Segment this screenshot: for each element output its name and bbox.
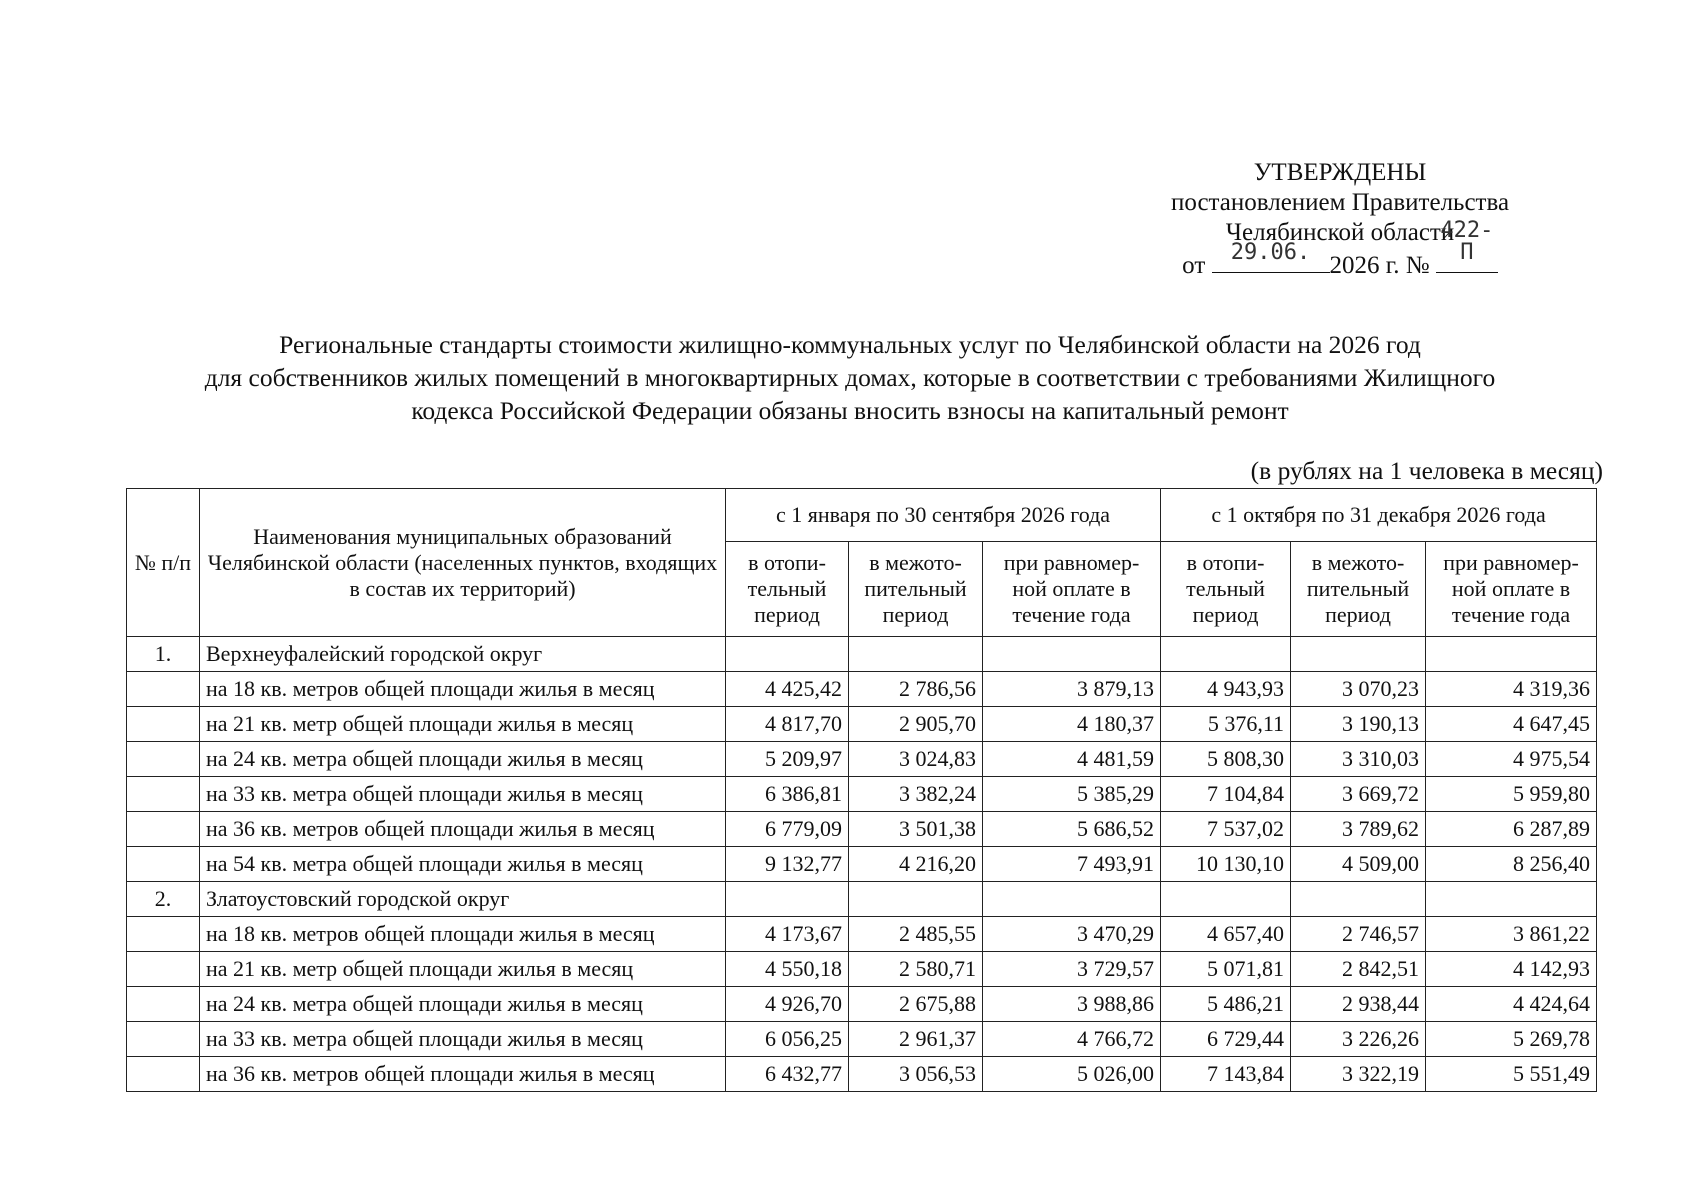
row-value <box>1291 882 1426 917</box>
row-value: 4 647,45 <box>1426 707 1597 742</box>
row-value: 3 789,62 <box>1291 812 1426 847</box>
header-num: № п/п <box>127 489 200 637</box>
row-value: 5 071,81 <box>1161 952 1291 987</box>
table-row <box>127 707 1597 742</box>
row-value <box>983 882 1161 917</box>
row-number <box>127 672 200 707</box>
header-heating-2: в отопи-тельный период <box>1161 542 1291 637</box>
row-value: 3 879,13 <box>983 672 1161 707</box>
table-row <box>127 1057 1597 1092</box>
row-value: 2 675,88 <box>849 987 983 1022</box>
table-row <box>127 1022 1597 1057</box>
row-value: 5 959,80 <box>1426 777 1597 812</box>
row-value: 9 132,77 <box>726 847 849 882</box>
row-value: 2 938,44 <box>1291 987 1426 1022</box>
row-value: 6 386,81 <box>726 777 849 812</box>
date-prefix: от <box>1182 252 1206 279</box>
row-number <box>127 1057 200 1092</box>
row-name: на 33 кв. метра общей площади жилья в месяц <box>200 777 726 812</box>
row-name: на 24 кв. метра общей площади жилья в месяц <box>200 987 726 1022</box>
row-value: 4 319,36 <box>1426 672 1597 707</box>
row-name: на 18 кв. метров общей площади жилья в месяц <box>200 917 726 952</box>
header-period-1: с 1 января по 30 сентября 2026 года <box>726 489 1161 542</box>
row-value: 4 975,54 <box>1426 742 1597 777</box>
row-value: 5 026,00 <box>983 1057 1161 1092</box>
row-value: 2 961,37 <box>849 1022 983 1057</box>
table-row <box>127 987 1597 1022</box>
row-value: 3 322,19 <box>1291 1057 1426 1092</box>
units-note: (в рублях на 1 человека в месяц) <box>1250 456 1603 485</box>
row-value: 4 657,40 <box>1161 917 1291 952</box>
row-value: 4 481,59 <box>983 742 1161 777</box>
standards-table <box>126 488 1597 1092</box>
row-name: на 21 кв. метр общей площади жилья в месяц <box>200 952 726 987</box>
row-value: 4 425,42 <box>726 672 849 707</box>
row-value: 3 988,86 <box>983 987 1161 1022</box>
row-value: 10 130,10 <box>1161 847 1291 882</box>
row-name: на 54 кв. метра общей площади жилья в месяц <box>200 847 726 882</box>
row-value: 4 766,72 <box>983 1022 1161 1057</box>
row-value: 3 070,23 <box>1291 672 1426 707</box>
row-value: 5 808,30 <box>1161 742 1291 777</box>
number-blank <box>1436 218 1498 273</box>
row-value: 2 786,56 <box>849 672 983 707</box>
row-value: 2 580,71 <box>849 952 983 987</box>
header-period-2: с 1 октября по 31 декабря 2026 года <box>1161 489 1597 542</box>
row-number: 1. <box>127 637 200 672</box>
table-body <box>127 637 1597 1092</box>
row-value: 3 056,53 <box>849 1057 983 1092</box>
row-value: 5 486,21 <box>1161 987 1291 1022</box>
row-value: 6 729,44 <box>1161 1022 1291 1057</box>
row-value: 5 376,11 <box>1161 707 1291 742</box>
header-uniform-1: при равномер-ной оплате в течение года <box>983 542 1161 637</box>
row-value: 2 842,51 <box>1291 952 1426 987</box>
row-value <box>849 637 983 672</box>
row-value <box>1426 637 1597 672</box>
row-name: на 18 кв. метров общей площади жилья в месяц <box>200 672 726 707</box>
row-name: на 24 кв. метра общей площади жилья в месяц <box>200 742 726 777</box>
table-row <box>127 777 1597 812</box>
row-value: 4 926,70 <box>726 987 849 1022</box>
row-value: 7 537,02 <box>1161 812 1291 847</box>
row-value: 4 173,67 <box>726 917 849 952</box>
row-value: 2 746,57 <box>1291 917 1426 952</box>
title-line-1: Региональные стандарты стоимости жилищно-коммунальных услуг по Челябинской области на 2026 год <box>279 330 1421 359</box>
date-blank <box>1212 240 1330 273</box>
header-non-heating-2: в межото-пительный период <box>1291 542 1426 637</box>
handwritten-number: 422-П <box>1440 218 1494 265</box>
header-name: Наименования муниципальных образований Челябинской области (населенных пунктов, входящих в состав их территорий) <box>200 489 726 637</box>
row-value: 7 143,84 <box>1161 1057 1291 1092</box>
row-value: 4 216,20 <box>849 847 983 882</box>
row-value: 6 432,77 <box>726 1057 849 1092</box>
row-value: 3 190,13 <box>1291 707 1426 742</box>
row-value <box>1161 637 1291 672</box>
title-line-2: для собственников жилых помещений в многоквартирных домах, которые в соответствии с требованиями Жилищного <box>204 363 1496 392</box>
table-row <box>127 812 1597 847</box>
row-value: 6 779,09 <box>726 812 849 847</box>
row-value: 4 142,93 <box>1426 952 1597 987</box>
table-row <box>127 672 1597 707</box>
approval-line-1: постановлением Правительства <box>1170 189 1510 216</box>
row-value: 2 905,70 <box>849 707 983 742</box>
approval-heading: УТВЕРЖДЕНЫ <box>1253 159 1427 186</box>
row-number <box>127 847 200 882</box>
row-name: Верхнеуфалейский городской округ <box>200 637 726 672</box>
table-row <box>127 952 1597 987</box>
header-uniform-2: при равномер-ной оплате в течение года <box>1426 542 1597 637</box>
handwritten-date: 29.06. <box>1230 240 1311 265</box>
approval-line-2: Челябинской области <box>1225 219 1455 246</box>
row-name: на 33 кв. метра общей площади жилья в месяц <box>200 1022 726 1057</box>
row-value: 7 104,84 <box>1161 777 1291 812</box>
header-non-heating-1: в межото-пительный период <box>849 542 983 637</box>
approval-block <box>1100 158 1580 281</box>
header-heating-1: в отопи-тельный период <box>726 542 849 637</box>
row-number <box>127 952 200 987</box>
row-value: 6 056,25 <box>726 1022 849 1057</box>
row-number: 2. <box>127 882 200 917</box>
row-value: 4 817,70 <box>726 707 849 742</box>
row-value: 5 269,78 <box>1426 1022 1597 1057</box>
title-line-3: кодекса Российской Федерации обязаны вносить взносы на капитальный ремонт <box>411 396 1289 425</box>
row-name: Златоустовский городской округ <box>200 882 726 917</box>
row-value <box>726 882 849 917</box>
row-value: 5 385,29 <box>983 777 1161 812</box>
row-value: 3 861,22 <box>1426 917 1597 952</box>
row-number <box>127 1022 200 1057</box>
row-value: 5 686,52 <box>983 812 1161 847</box>
row-value: 3 310,03 <box>1291 742 1426 777</box>
table-row <box>127 917 1597 952</box>
table-row <box>127 637 1597 672</box>
document-title <box>100 328 1600 427</box>
row-name: на 21 кв. метр общей площади жилья в месяц <box>200 707 726 742</box>
row-value: 8 256,40 <box>1426 847 1597 882</box>
row-value <box>1291 637 1426 672</box>
row-value: 7 493,91 <box>983 847 1161 882</box>
row-value: 4 509,00 <box>1291 847 1426 882</box>
row-name: на 36 кв. метров общей площади жилья в месяц <box>200 812 726 847</box>
table-row <box>127 882 1597 917</box>
row-value: 3 470,29 <box>983 917 1161 952</box>
row-value <box>726 637 849 672</box>
row-value: 4 424,64 <box>1426 987 1597 1022</box>
row-number <box>127 917 200 952</box>
row-number <box>127 707 200 742</box>
row-value: 5 209,97 <box>726 742 849 777</box>
row-value: 4 180,37 <box>983 707 1161 742</box>
row-value <box>983 637 1161 672</box>
row-value: 6 287,89 <box>1426 812 1597 847</box>
row-value: 4 550,18 <box>726 952 849 987</box>
year-text: 2026 г. № <box>1329 252 1430 279</box>
row-number <box>127 742 200 777</box>
row-value <box>1426 882 1597 917</box>
row-value: 3 226,26 <box>1291 1022 1426 1057</box>
table-row <box>127 847 1597 882</box>
row-value: 3 669,72 <box>1291 777 1426 812</box>
row-value: 2 485,55 <box>849 917 983 952</box>
row-value: 3 382,24 <box>849 777 983 812</box>
row-value <box>849 882 983 917</box>
row-value: 4 943,93 <box>1161 672 1291 707</box>
row-value: 3 729,57 <box>983 952 1161 987</box>
row-number <box>127 987 200 1022</box>
table-row <box>127 742 1597 777</box>
row-name: на 36 кв. метров общей площади жилья в месяц <box>200 1057 726 1092</box>
row-value <box>1161 882 1291 917</box>
row-value: 3 501,38 <box>849 812 983 847</box>
row-number <box>127 777 200 812</box>
row-value: 5 551,49 <box>1426 1057 1597 1092</box>
row-value: 3 024,83 <box>849 742 983 777</box>
row-number <box>127 812 200 847</box>
